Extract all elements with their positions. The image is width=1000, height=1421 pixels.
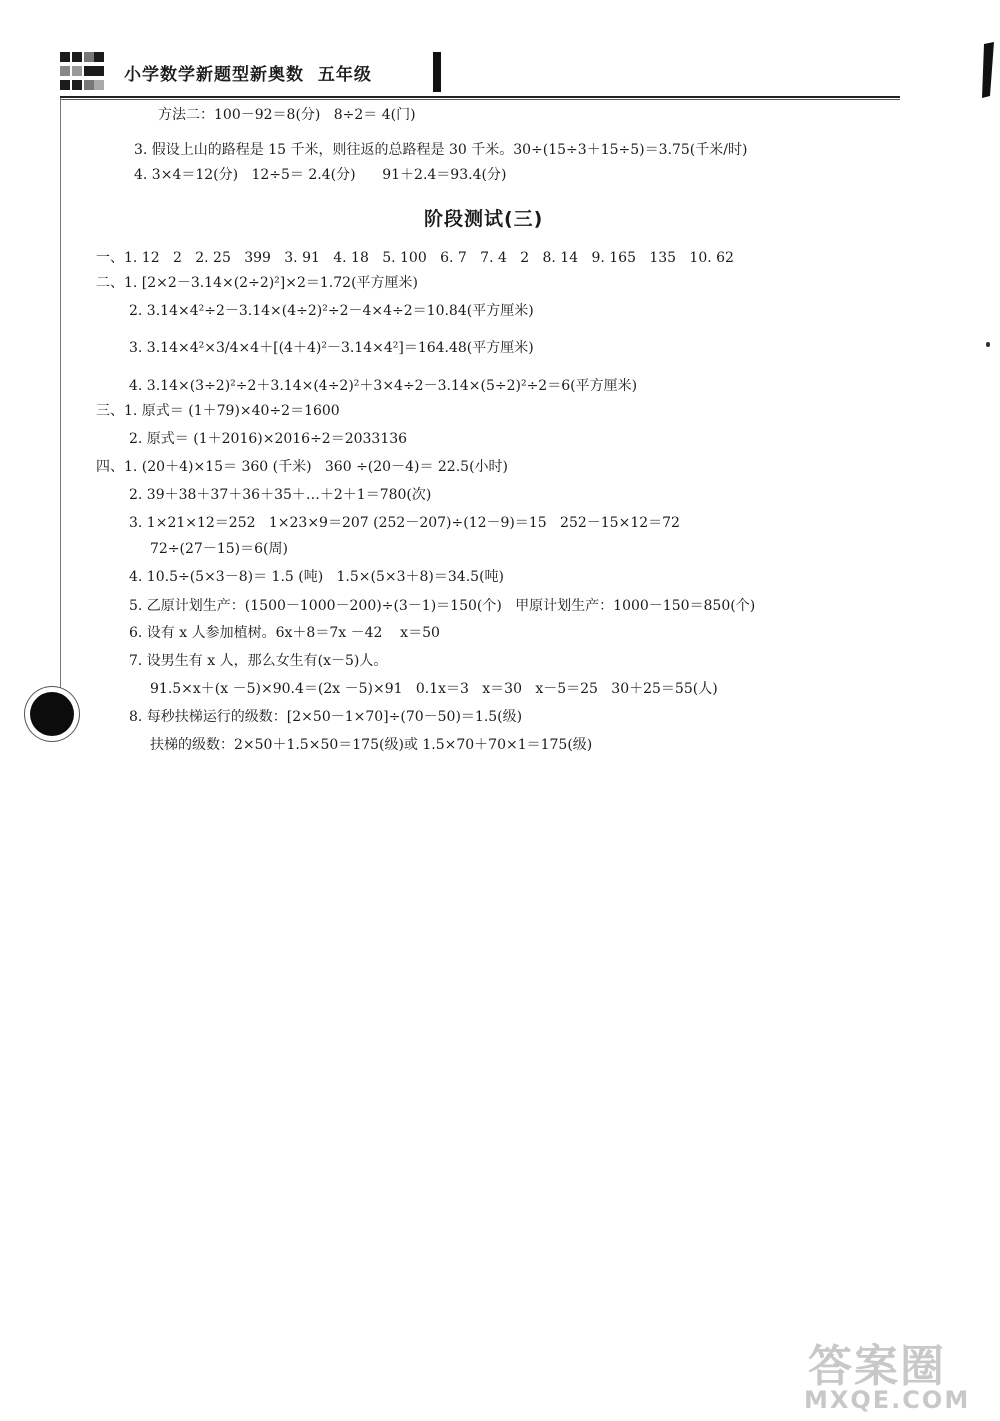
speck-mark xyxy=(986,342,990,347)
header-rule-thin xyxy=(60,99,900,100)
answer-line: 2. 3.14×4²÷2－3.14×(4÷2)²÷2－4×4÷2＝10.84(平方厘米) xyxy=(129,303,534,319)
answer-line: 一、1. 12 2 2. 25 399 3. 91 4. 18 5. 100 6. 7 7. 4 2 8. 14 9. 165 135 10. 62 xyxy=(96,250,734,266)
answer-line: 6. 设有 x 人参加植树。6x＋8＝7x －42 x＝50 xyxy=(129,625,440,641)
section-title: 阶段测试(三) xyxy=(424,208,544,230)
header-rule xyxy=(60,96,900,98)
answer-line: 3. 假设上山的路程是 15 千米，则往返的总路程是 30 千米。30÷(15÷3＋15÷5)＝3.75(千米/时) xyxy=(134,142,748,158)
answer-line: 四、1. (20＋4)×15＝ 360 (千米) 360 ÷(20－4)＝ 22.5(小时) xyxy=(96,459,508,475)
answer-line: 扶梯的级数：2×50＋1.5×50＝175(级)或 1.5×70＋70×1＝175(级) xyxy=(150,737,593,753)
watermark-text: 答案圈 xyxy=(808,1341,946,1392)
watermark-url: MXQE.COM xyxy=(804,1386,971,1414)
decorative-circle-icon xyxy=(30,692,74,736)
answer-line: 4. 10.5÷(5×3－8)＝ 1.5 (吨) 1.5×(5×3＋8)＝34.5(吨) xyxy=(129,569,504,585)
corner-mark-icon xyxy=(980,42,996,98)
answer-line: 二、1. [2×2－3.14×(2÷2)²]×2＝1.72(平方厘米) xyxy=(96,275,418,291)
book-logo-icon xyxy=(60,52,104,92)
answer-line: 8. 每秒扶梯运行的级数：[2×50－1×70]÷(70－50)＝1.5(级) xyxy=(129,709,523,725)
answer-line: 4. 3×4＝12(分) 12÷5＝ 2.4(分) 91＋2.4＝93.4(分) xyxy=(134,167,507,183)
answer-line: 三、1. 原式＝ (1＋79)×40÷2＝1600 xyxy=(96,403,340,419)
header-bar xyxy=(433,52,441,92)
answer-line: 2. 39＋38＋37＋36＋35＋…＋2＋1＝780(次) xyxy=(129,487,432,503)
answer-line: 91.5×x＋(x －5)×90.4＝(2x －5)×91 0.1x＝3 x＝30 x－5＝25 30＋25＝55(人) xyxy=(150,681,718,697)
watermark-logo xyxy=(788,1330,988,1420)
answer-line: 5. 乙原计划生产：(1500－1000－200)÷(3－1)＝150(个) 甲原计划生产：1000－150＝850(个) xyxy=(129,598,756,614)
page-header-title: 小学数学新题型新奥数 五年级 xyxy=(124,65,372,85)
left-margin-rule xyxy=(60,98,61,708)
answer-line: 2. 原式＝ (1＋2016)×2016÷2＝2033136 xyxy=(129,431,408,447)
answer-line: 3. 3.14×4²×3/4×4＋[(4＋4)²－3.14×4²]＝164.48(平方厘米) xyxy=(129,340,534,356)
answer-line: 方法二：100－92＝8(分) 8÷2＝ 4(门) xyxy=(158,107,416,123)
answer-line: 4. 3.14×(3÷2)²÷2＋3.14×(4÷2)²＋3×4÷2－3.14×(5÷2)²÷2＝6(平方厘米) xyxy=(129,378,638,394)
answer-line: 7. 设男生有 x 人，那么女生有(x－5)人。 xyxy=(129,653,388,669)
answer-line: 3. 1×21×12＝252 1×23×9＝207 (252－207)÷(12－9)＝15 252－15×12＝72 xyxy=(129,515,680,531)
answer-line: 72÷(27－15)＝6(周) xyxy=(150,541,288,557)
